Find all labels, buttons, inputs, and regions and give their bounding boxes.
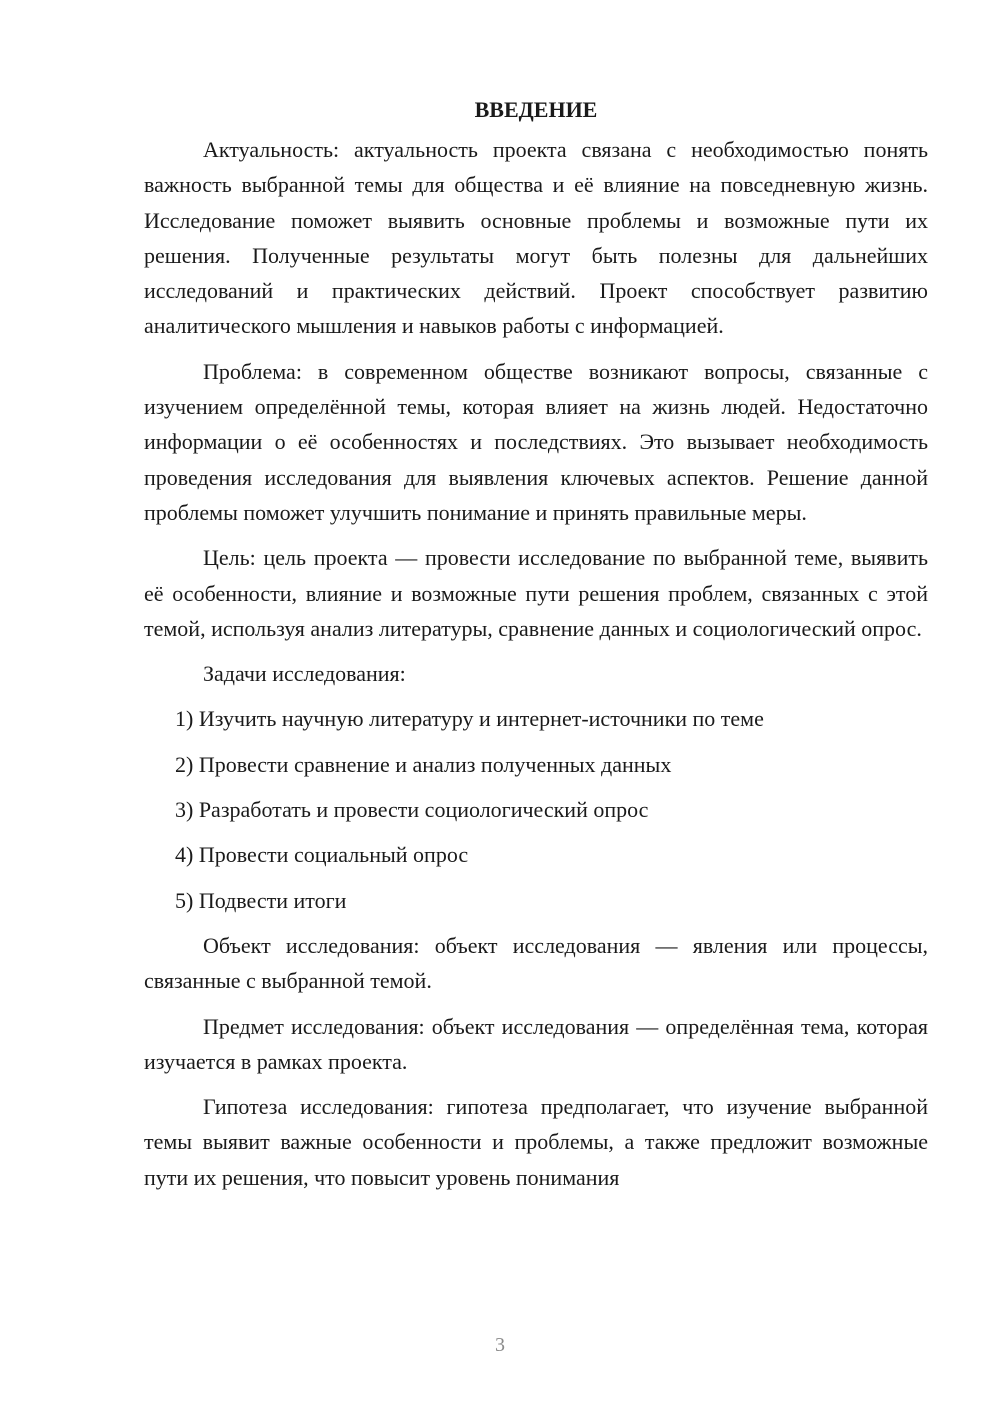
problem-paragraph: Проблема: в современном обществе возникают вопросы, связанные с изучением определённой темы, которая влияет на жизнь людей. Недостаточно информации о её особенностях и последствиях. Это вызывает необходимость проведения исследования для выявления ключевых аспектов. Решение данной проблемы поможет улучшить понимание и принять правильные меры. <box>144 358 928 525</box>
goal-paragraph: Цель: цель проекта — провести исследование по выбранной теме, выявить её особенности, влияние и возможные пути решения проблем, связанных с этой темой, используя анализ литературы, сравнение данных и социологический опрос. <box>144 545 928 641</box>
task-item: 4) Провести социальный опрос <box>175 842 469 868</box>
hypothesis-paragraph: Гипотеза исследования: гипотеза предполагает, что изучение выбранной темы выявит важные особенности и проблемы, а также предложит возможные пути их решения, что повысит уровень понимания <box>144 1094 928 1190</box>
relevance-paragraph: Актуальность: актуальность проекта связана с необходимостью понять важность выбранной темы для общества и её влияние на повседневную жизнь. Исследование поможет выявить основные проблемы и возможные пути их решения. Полученные результаты могут быть полезны для дальнейших исследований и практических действий. Проект способствует развитию аналитического мышления и навыков работы с информацией. <box>144 137 928 339</box>
task-item: 1) Изучить научную литературу и интернет-источники по теме <box>175 706 764 732</box>
tasks-title: Задачи исследования: <box>203 661 406 687</box>
page-number: 3 <box>495 1334 505 1356</box>
subject-paragraph: Предмет исследования: объект исследования — определённая тема, которая изучается в рамках проекта. <box>144 1013 928 1074</box>
object-paragraph: Объект исследования: объект исследования — явления или процессы, связанные с выбранной темой. <box>144 932 928 994</box>
task-item: 3) Разработать и провести социологический опрос <box>175 797 649 823</box>
task-item: 5) Подвести итоги <box>175 887 347 913</box>
section-heading: ВВЕДЕНИЕ <box>474 97 598 122</box>
task-item: 2) Провести сравнение и анализ полученных данных <box>175 751 672 777</box>
tasks-list <box>144 701 928 917</box>
document-page <box>144 92 928 1205</box>
